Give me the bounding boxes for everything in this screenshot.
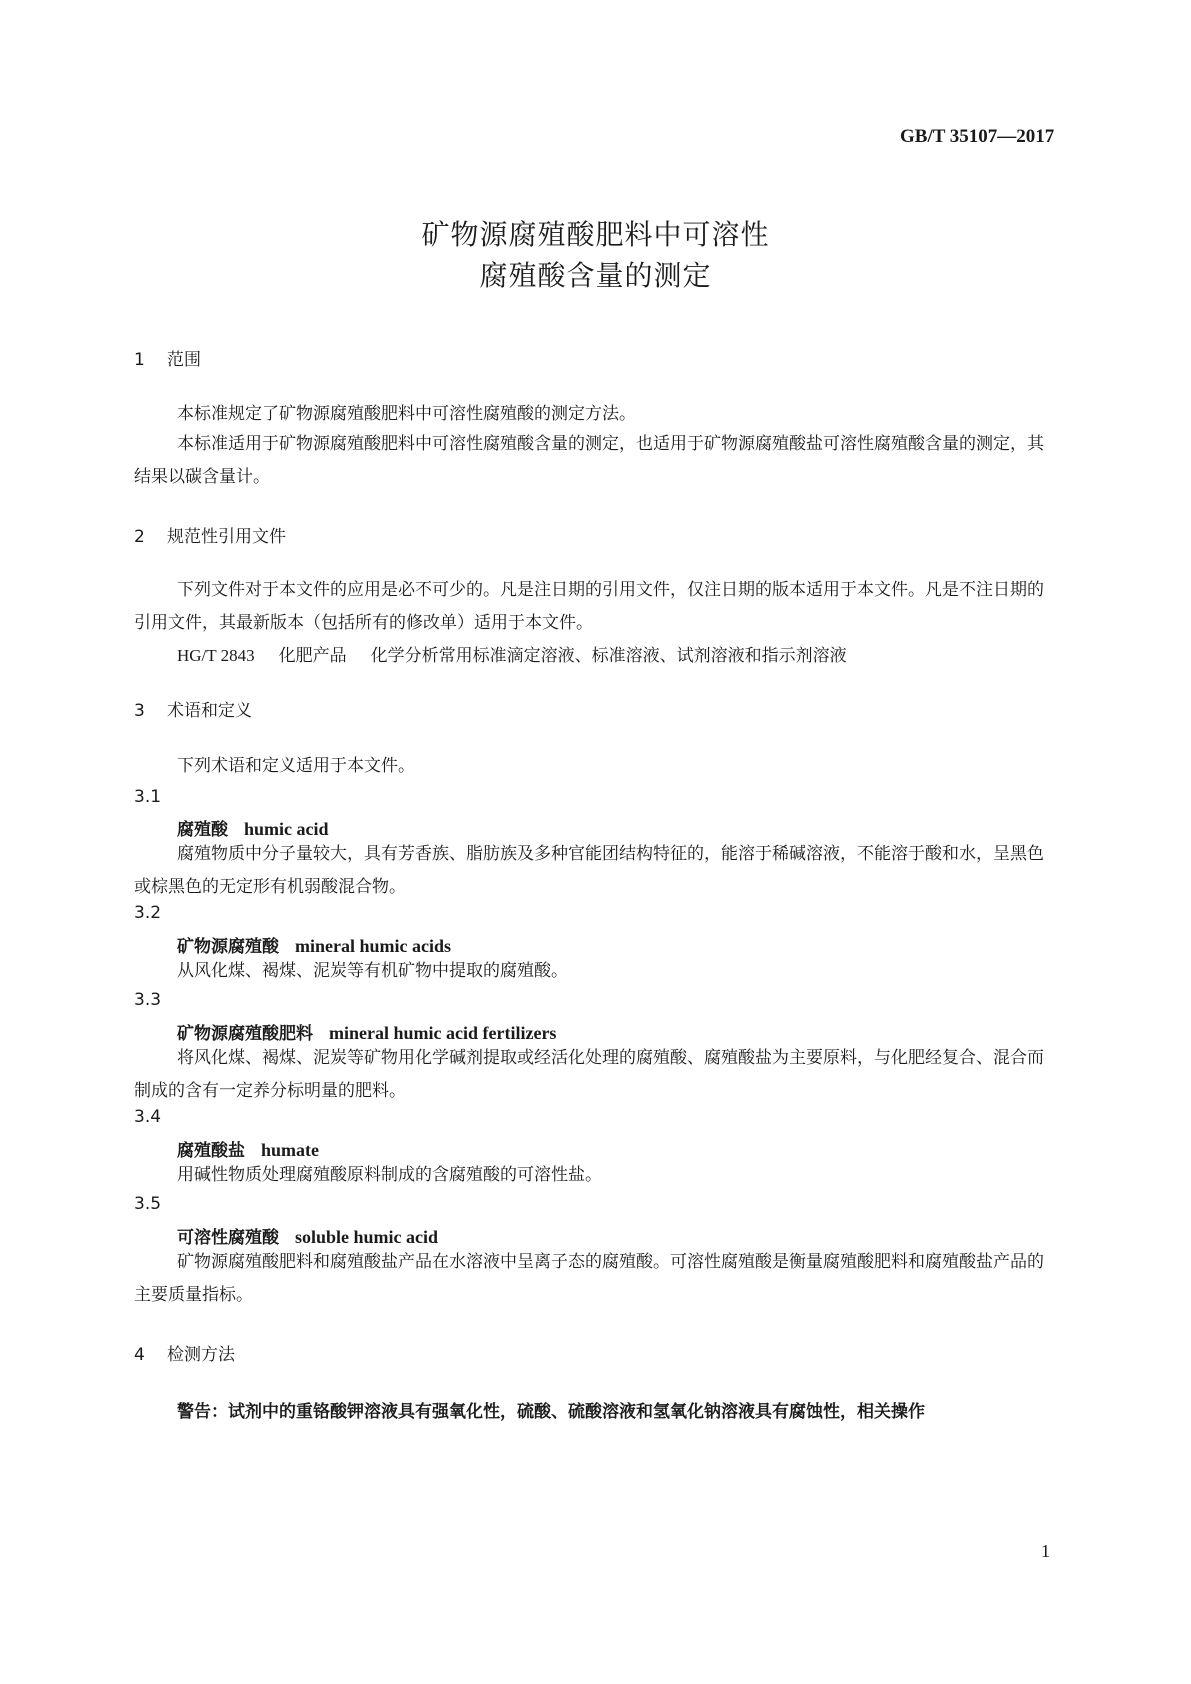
reference-code: HG/T 2843 (177, 646, 255, 665)
term-number: 3.1 (134, 787, 162, 807)
term-heading: 可溶性腐殖酸 soluble humic acid (177, 1227, 439, 1248)
section-1-paragraph-2: 本标准适用于矿物源腐殖酸肥料中可溶性腐殖酸含量的测定，也适用于矿物源腐殖酸盐可溶性腐殖酸含量的测定，其结果以碳含量计。 (134, 434, 1044, 487)
term-definition: 腐殖物质中分子量较大，具有芳香族、脂肪族及多种官能团结构特征的，能溶于稀碱溶液，不能溶于酸和水，呈黑色或棕黑色的无定形有机弱酸混合物。 (134, 844, 1044, 897)
term-definition: 从风化煤、褐煤、泥炭等有机矿物中提取的腐殖酸。 (177, 961, 568, 981)
safety-warning: 警告：试剂中的重铬酸钾溶液具有强氧化性，硫酸、硫酸溶液和氢氧化钠溶液具有腐蚀性，相关操作 (177, 1402, 925, 1422)
section-1-paragraph-1: 本标准规定了矿物源腐殖酸肥料中可溶性腐殖酸的测定方法。 (177, 404, 636, 424)
section-title: 术语和定义 (167, 701, 252, 721)
section-2-paragraph-1: 下列文件对于本文件的应用是必不可少的。凡是注日期的引用文件，仅注日期的版本适用于本文件。凡是不注日期的引用文件，其最新版本（包括所有的修改单）适用于本文件。 (134, 580, 1044, 633)
section-3-intro: 下列术语和定义适用于本文件。 (177, 756, 415, 776)
term-number: 3.4 (134, 1107, 162, 1127)
section-title: 检测方法 (167, 1345, 235, 1365)
term-number: 3.5 (134, 1194, 162, 1214)
term-heading: 腐殖酸 humic acid (177, 819, 329, 840)
term-heading: 腐殖酸盐 humate (177, 1140, 319, 1161)
section-number: 1 (134, 350, 145, 370)
page-number: 1 (1041, 1541, 1050, 1561)
section-4-heading (134, 1340, 235, 1365)
term-number: 3.2 (134, 903, 162, 923)
term-number: 3.3 (134, 990, 162, 1010)
term-heading: 矿物源腐殖酸 mineral humic acids (177, 936, 451, 957)
term-definition: 将风化煤、褐煤、泥炭等矿物用化学碱剂提取或经活化处理的腐殖酸、腐殖酸盐为主要原料，与化肥经复合、混合而制成的含有一定养分标明量的肥料。 (134, 1048, 1044, 1101)
section-3-heading (134, 696, 252, 721)
section-title: 规范性引用文件 (167, 527, 286, 547)
section-number: 4 (134, 1345, 145, 1365)
reference-title-b: 化学分析常用标准滴定溶液、标准溶液、试剂溶液和指示剂溶液 (370, 646, 847, 666)
standard-code: GB/T 35107—2017 (900, 126, 1055, 147)
term-definition: 用碱性物质处理腐殖酸原料制成的含腐殖酸的可溶性盐。 (177, 1165, 602, 1185)
section-number: 2 (134, 527, 145, 547)
term-definition: 矿物源腐殖酸肥料和腐殖酸盐产品在水溶液中呈离子态的腐殖酸。可溶性腐殖酸是衡量腐殖酸肥料和腐殖酸盐产品的主要质量指标。 (134, 1252, 1044, 1305)
section-title: 范围 (167, 350, 201, 370)
section-number: 3 (134, 701, 145, 721)
document-title-line1: 矿物源腐殖酸肥料中可溶性 (421, 218, 770, 251)
term-heading: 矿物源腐殖酸肥料 mineral humic acid fertilizers (177, 1023, 557, 1044)
document-title-line2: 腐殖酸含量的测定 (479, 259, 712, 292)
section-2-heading (134, 522, 286, 547)
reference-title-a: 化肥产品 (278, 646, 347, 666)
normative-reference (177, 641, 847, 666)
section-1-heading (134, 345, 201, 370)
